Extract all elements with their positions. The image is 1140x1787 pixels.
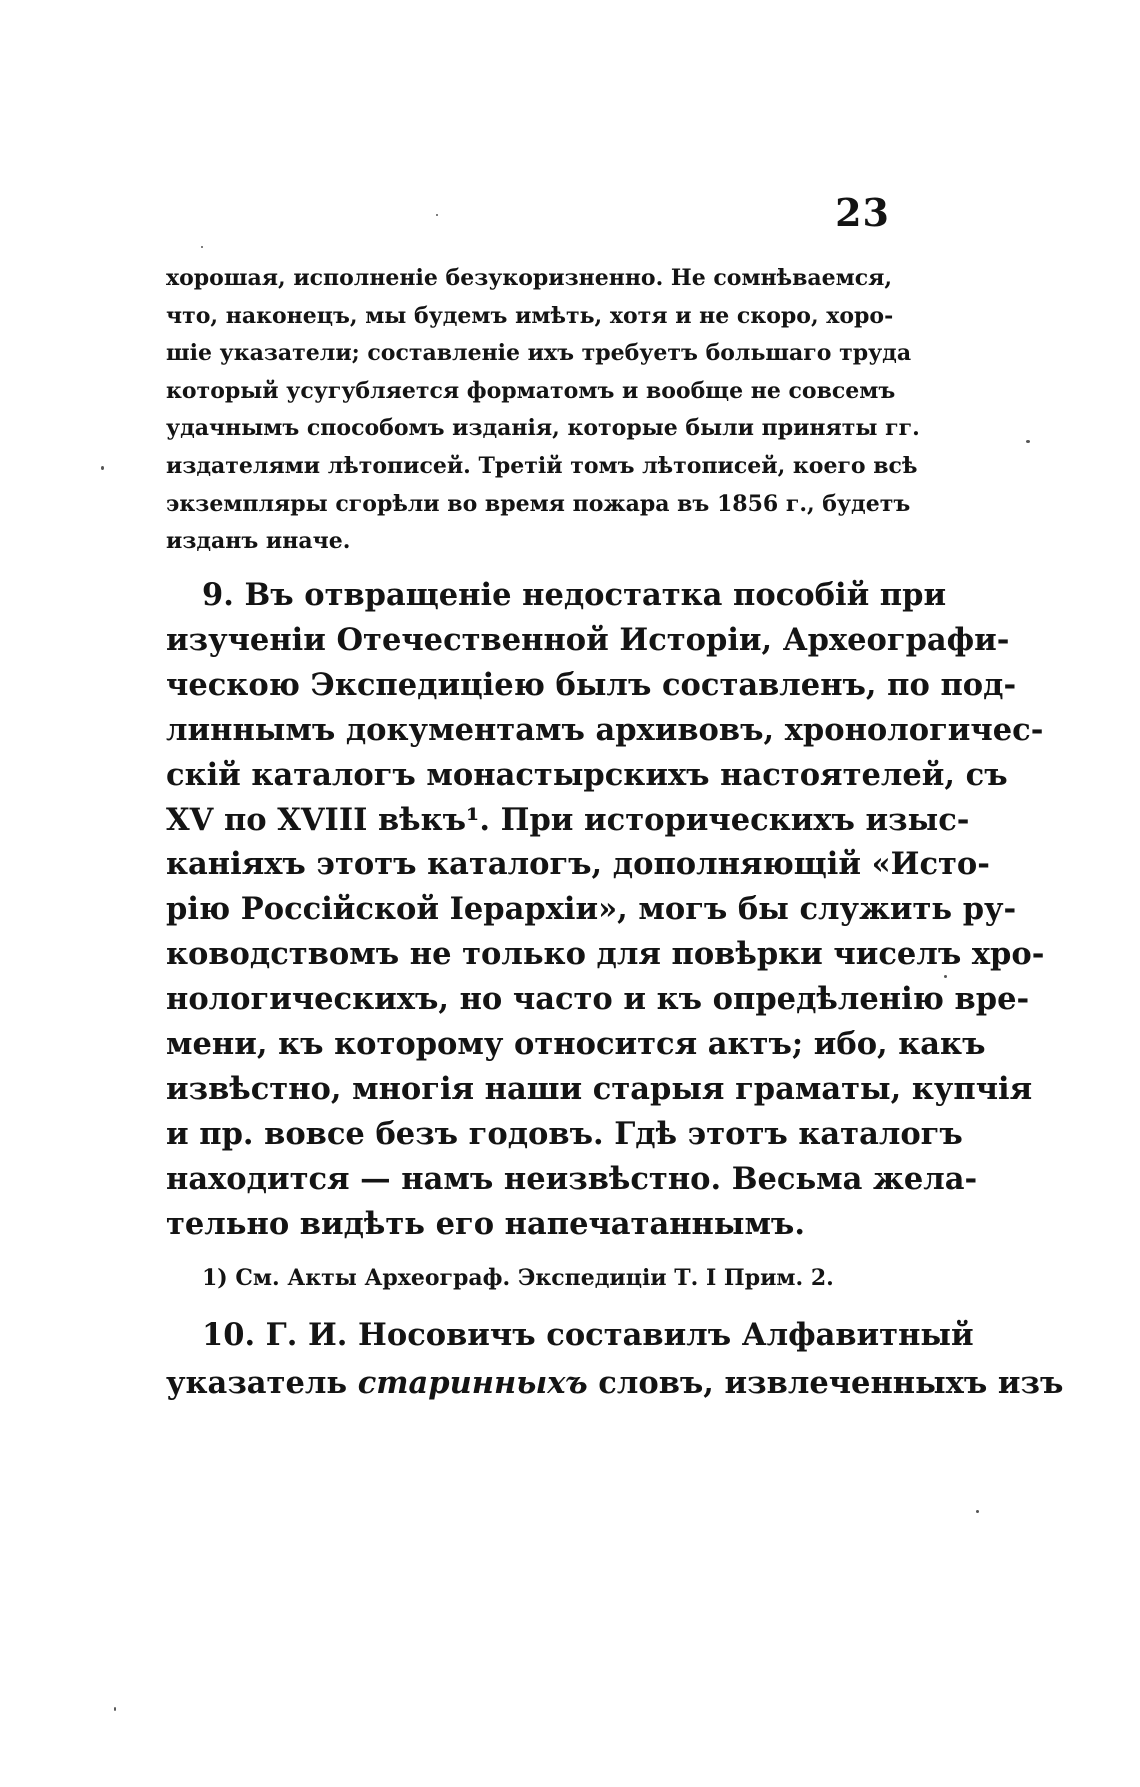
text-line: тельно видѣть его напечатаннымъ. — [166, 1205, 805, 1242]
text-line: скій каталогъ монастырскихъ настоятелей, съ — [166, 756, 1008, 793]
text-line: каніяхъ этотъ каталогъ, дополняющій «Исто- — [166, 846, 990, 883]
text-line: XV по XVIII вѣкъ¹. При историческихъ изыс- — [166, 801, 970, 838]
text-line: нологическихъ, но часто и къ опредѣленію вре- — [166, 981, 1030, 1018]
text-line: извѣстно, многія наши старыя граматы, купчія — [166, 1070, 1033, 1107]
scan-speck — [101, 466, 104, 470]
text-line: издателями лѣтописей. Третій томъ лѣтописей, коего всѣ — [166, 452, 918, 479]
text-line: экземпляры сгорѣли во время пожара въ 1856 г., будетъ — [166, 490, 911, 517]
section-heading-line: 10. Г. И. Носовичъ составилъ Алфавитный — [202, 1317, 974, 1353]
text-fragment: словъ, извлеченныхъ изъ — [598, 1365, 1064, 1401]
text-line: шіе указатели; составленіе ихъ требуетъ большаго труда — [166, 340, 912, 367]
scan-speck — [976, 1510, 979, 1513]
text-line: который усугубляется форматомъ и вообще не совсемъ — [166, 377, 896, 404]
text-line: и пр. вовсе безъ годовъ. Гдѣ этотъ каталогъ — [166, 1115, 963, 1152]
scan-speck — [201, 246, 203, 248]
continuation-paragraph — [166, 260, 920, 561]
section-9-paragraph — [166, 573, 1045, 1247]
scan-speck — [436, 214, 438, 216]
section-10-paragraph — [166, 1311, 1064, 1407]
footnote: 1) См. Акты Археограф. Экспедиціи Т. І Прим. 2. — [202, 1265, 834, 1291]
text-line: ководствомъ не только для повѣрки чиселъ хро- — [166, 936, 1045, 973]
text-line: ческою Экспедиціею былъ составленъ, по под- — [166, 666, 1017, 703]
text-line: линнымъ документамъ архивовъ, хронологичес- — [166, 711, 1044, 748]
text-line: изученіи Отечественной Исторіи, Археографи- — [166, 621, 1010, 658]
text-line: хорошая, исполненіе безукоризненно. Не сомнѣваемся, — [166, 265, 893, 291]
section-heading-line: 9. Въ отвращеніе недостатка пособій при — [202, 577, 947, 613]
text-line — [166, 1359, 1064, 1407]
text-fragment: указатель — [166, 1365, 348, 1401]
text-line: удачнымъ способомъ изданія, которые были приняты гг. — [166, 415, 920, 442]
page-number: 23 — [835, 190, 890, 235]
scan-speck — [944, 975, 947, 978]
text-line: мени, къ которому относится актъ; ибо, какъ — [166, 1026, 986, 1063]
text-line: находится — намъ неизвѣстно. Весьма жела- — [166, 1160, 978, 1197]
italic-word: старинныхъ — [357, 1365, 588, 1401]
text-line: изданъ иначе. — [166, 528, 351, 555]
scan-speck — [114, 1707, 116, 1711]
scan-speck — [1026, 440, 1030, 443]
text-line: что, наконецъ, мы будемъ имѣть, хотя и не скоро, хоро- — [166, 302, 894, 329]
text-line: рію Россійской Іерархіи», могъ бы служить ру- — [166, 891, 1017, 928]
